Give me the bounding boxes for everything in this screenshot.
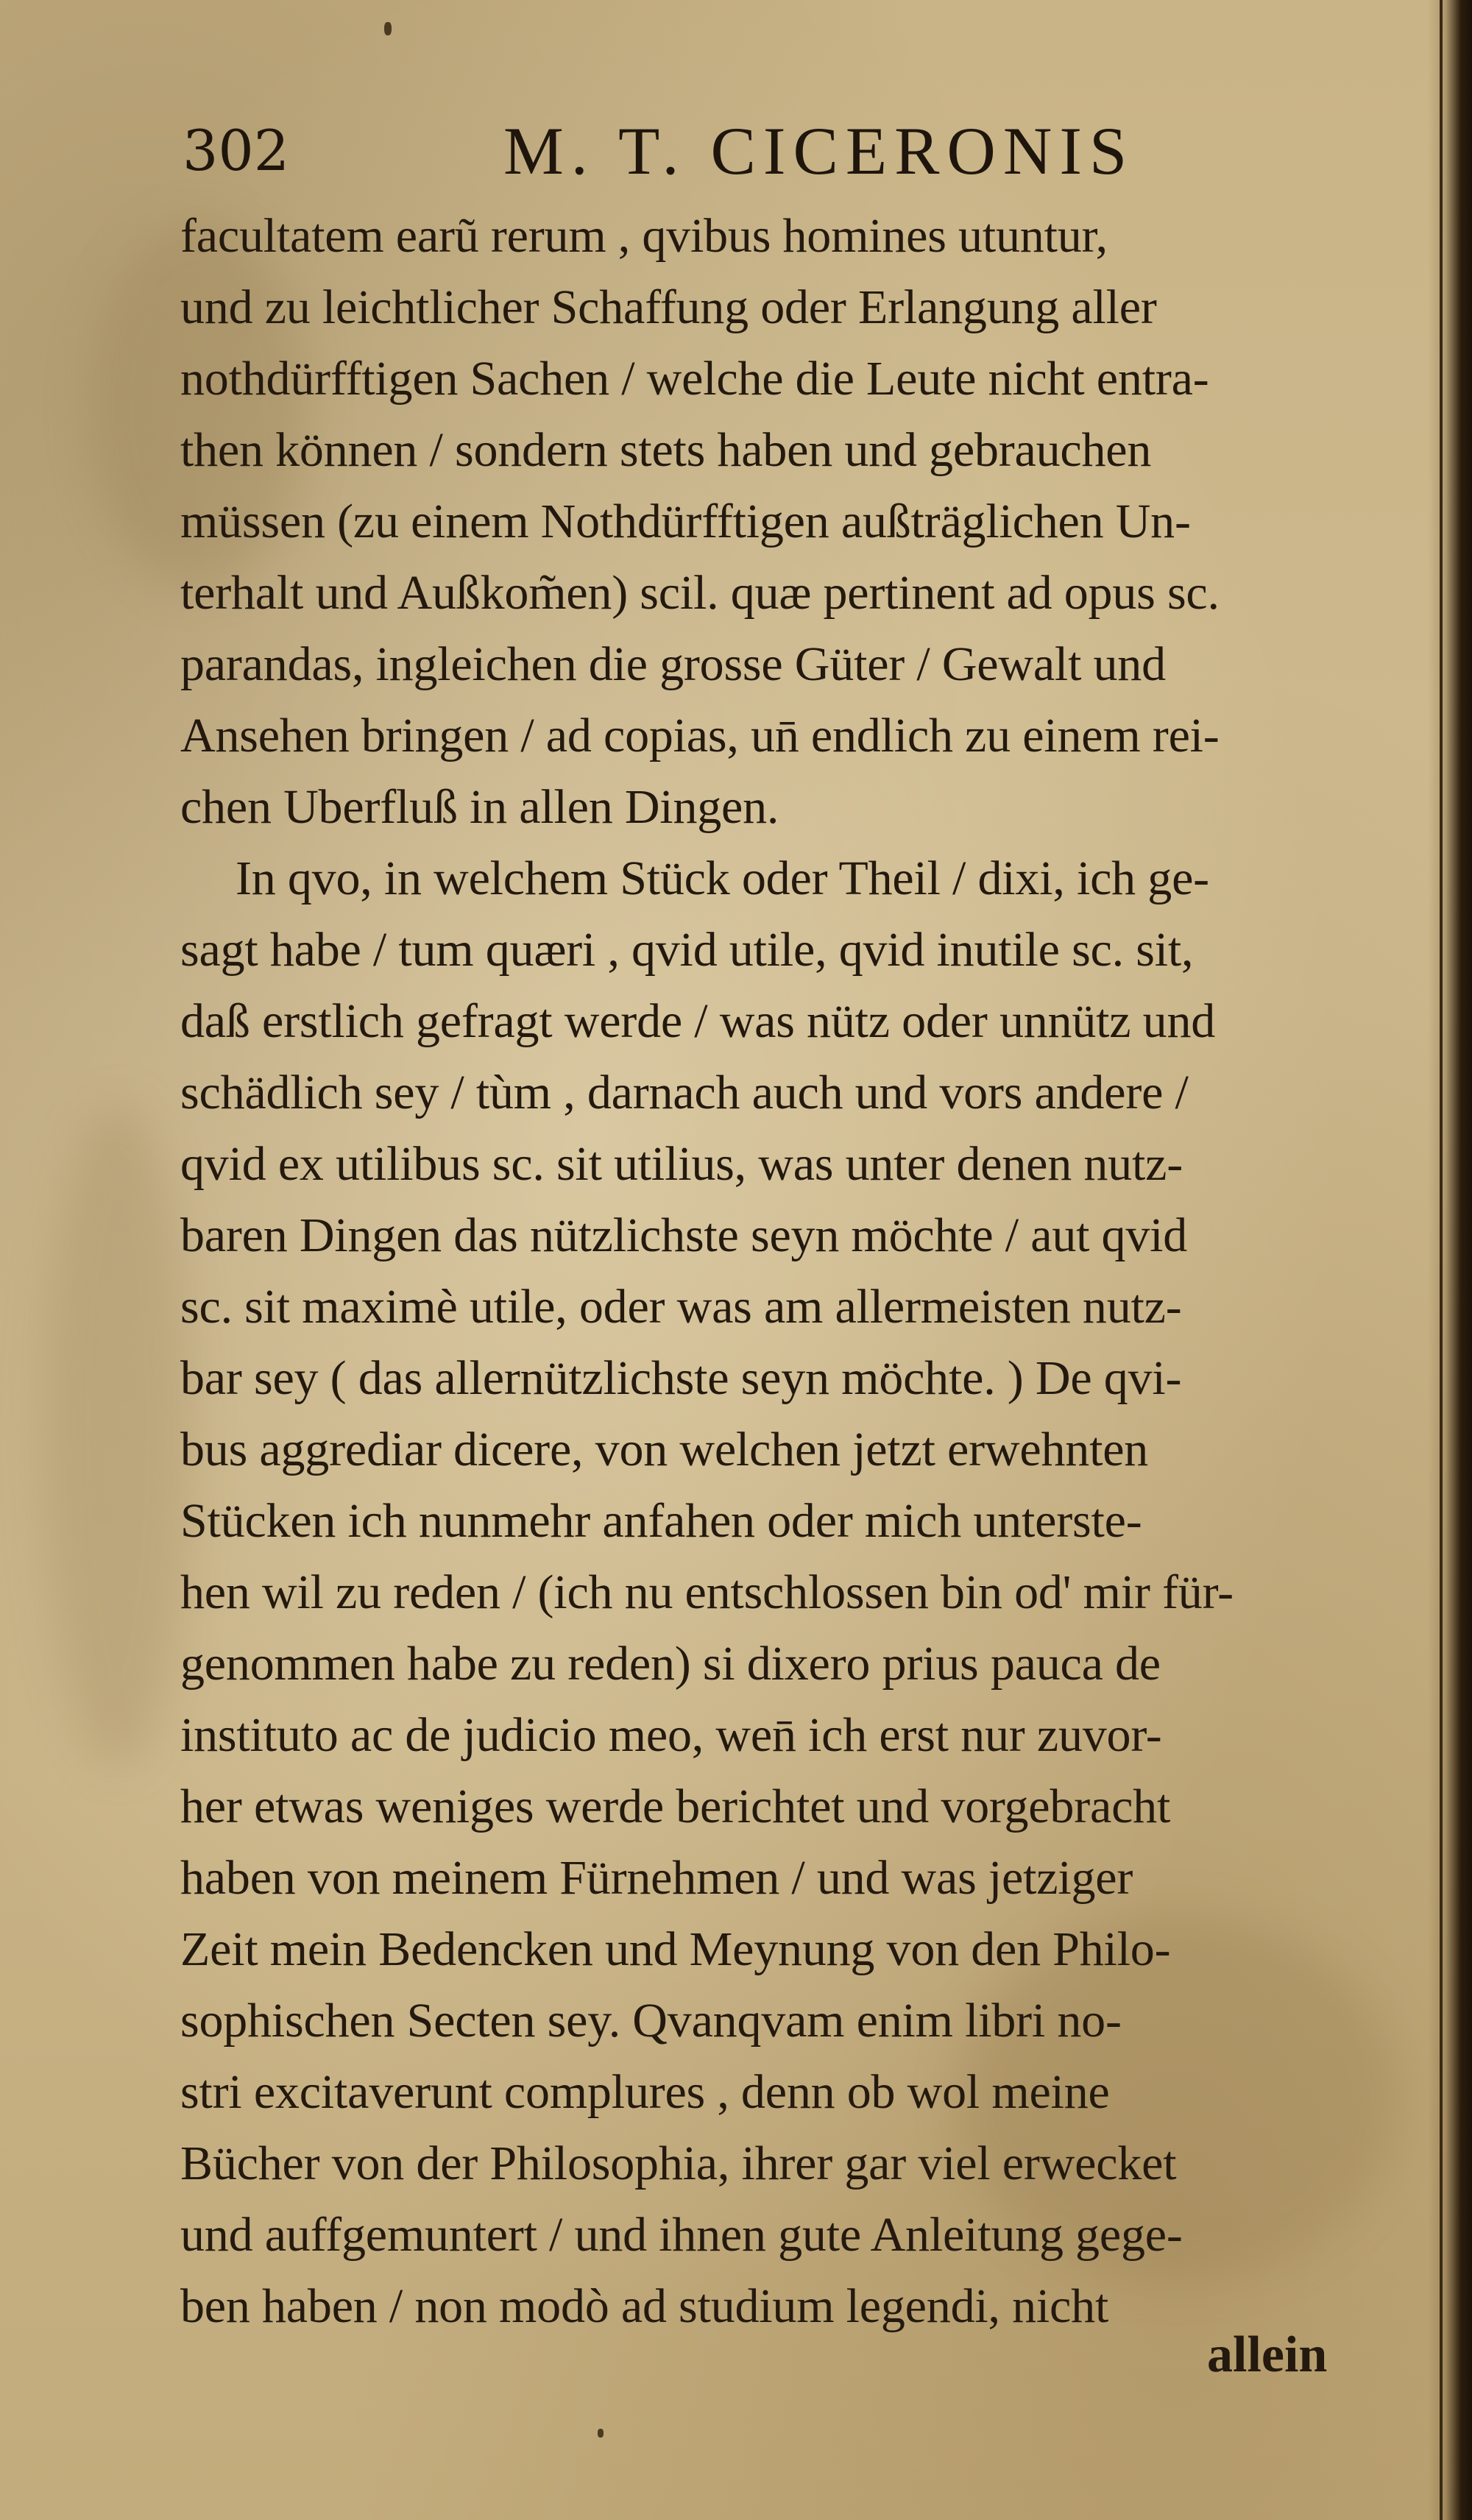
- page-edge-shadow: [1428, 0, 1472, 2520]
- text-line: bar sey ( das allernützlichste seyn möchte. ) De qvi-: [180, 1351, 1182, 1405]
- ink-speck: [384, 22, 392, 35]
- text-line: Stücken ich nunmehr anfahen oder mich unterste-: [180, 1494, 1142, 1548]
- text-line: parandas, ingleichen die grosse Güter / Gewalt und: [180, 637, 1166, 691]
- text-line: hen wil zu reden / (ich nu entschlossen bin od' mir für-: [180, 1565, 1234, 1619]
- text-line: und zu leichtlicher Schaffung oder Erlangung aller: [180, 280, 1157, 334]
- text-line: nothdürfftigen Sachen / welche die Leute nicht entra-: [180, 352, 1209, 406]
- text-line: schädlich sey / tùm , darnach auch und vors andere /: [180, 1066, 1189, 1119]
- text-line: qvid ex utilibus sc. sit utilius, was unter denen nutz-: [180, 1137, 1183, 1191]
- text-line: sophischen Secten sey. Qvanqvam enim libri no-: [180, 1994, 1122, 2048]
- paragraph-start-line: In qvo, in welchem Stück oder Theil / dixi, ich ge-: [236, 852, 1209, 905]
- text-line: instituto ac de judicio meo, wen̄ ich erst nur zuvor-: [180, 1708, 1162, 1762]
- page-edge-line: [1440, 0, 1443, 2520]
- text-line: bus aggrediar dicere, von welchen jetzt erwehnten: [180, 1423, 1149, 1476]
- text-line: baren Dingen das nützlichste seyn möchte / aut qvid: [180, 1208, 1188, 1262]
- text-line: facultatem earũ rerum , qvibus homines utuntur,: [180, 209, 1108, 263]
- text-line: Zeit mein Bedencken und Meynung von den Philo-: [180, 1922, 1171, 1976]
- text-line: sc. sit maximè utile, oder was am allermeisten nutz-: [180, 1280, 1182, 1334]
- page-number: 302: [183, 118, 290, 183]
- text-line: daß erstlich gefragt werde / was nütz oder unnütz und: [180, 994, 1216, 1048]
- text-line: haben von meinem Fürnehmen / und was jetziger: [180, 1851, 1133, 1905]
- text-line: stri excitaverunt complures , denn ob wol meine: [180, 2065, 1110, 2119]
- text-line: then können / sondern stets haben und gebrauchen: [180, 423, 1152, 477]
- ink-speck: [598, 2429, 604, 2438]
- paper-stain: [44, 1104, 191, 1766]
- text-line: chen Uberfluß in allen Dingen.: [180, 780, 779, 834]
- text-line: ben haben / non modò ad studium legendi, nicht: [180, 2279, 1109, 2333]
- catchword: allein: [1207, 2326, 1328, 2383]
- page-header: [183, 110, 1287, 191]
- text-line: terhalt und Außkom̃en) scil. quæ pertinent ad opus sc.: [180, 566, 1220, 620]
- text-line: und auffgemuntert / und ihnen gute Anleitung gege-: [180, 2208, 1183, 2262]
- body-text: [180, 200, 1373, 2342]
- running-head: M. T. CICERONIS: [503, 113, 1135, 188]
- text-line: genommen habe zu reden) si dixero prius pauca de: [180, 1637, 1161, 1691]
- text-line: müssen (zu einem Nothdürfftigen außträglichen Un-: [180, 495, 1191, 548]
- text-line: Ansehen bringen / ad copias, un̄ endlich zu einem rei-: [180, 709, 1220, 762]
- text-line: her etwas weniges werde berichtet und vorgebracht: [180, 1780, 1171, 1833]
- text-line: Bücher von der Philosophia, ihrer gar viel erwecket: [180, 2137, 1177, 2190]
- text-line: sagt habe / tum quæri , qvid utile, qvid inutile sc. sit,: [180, 923, 1194, 977]
